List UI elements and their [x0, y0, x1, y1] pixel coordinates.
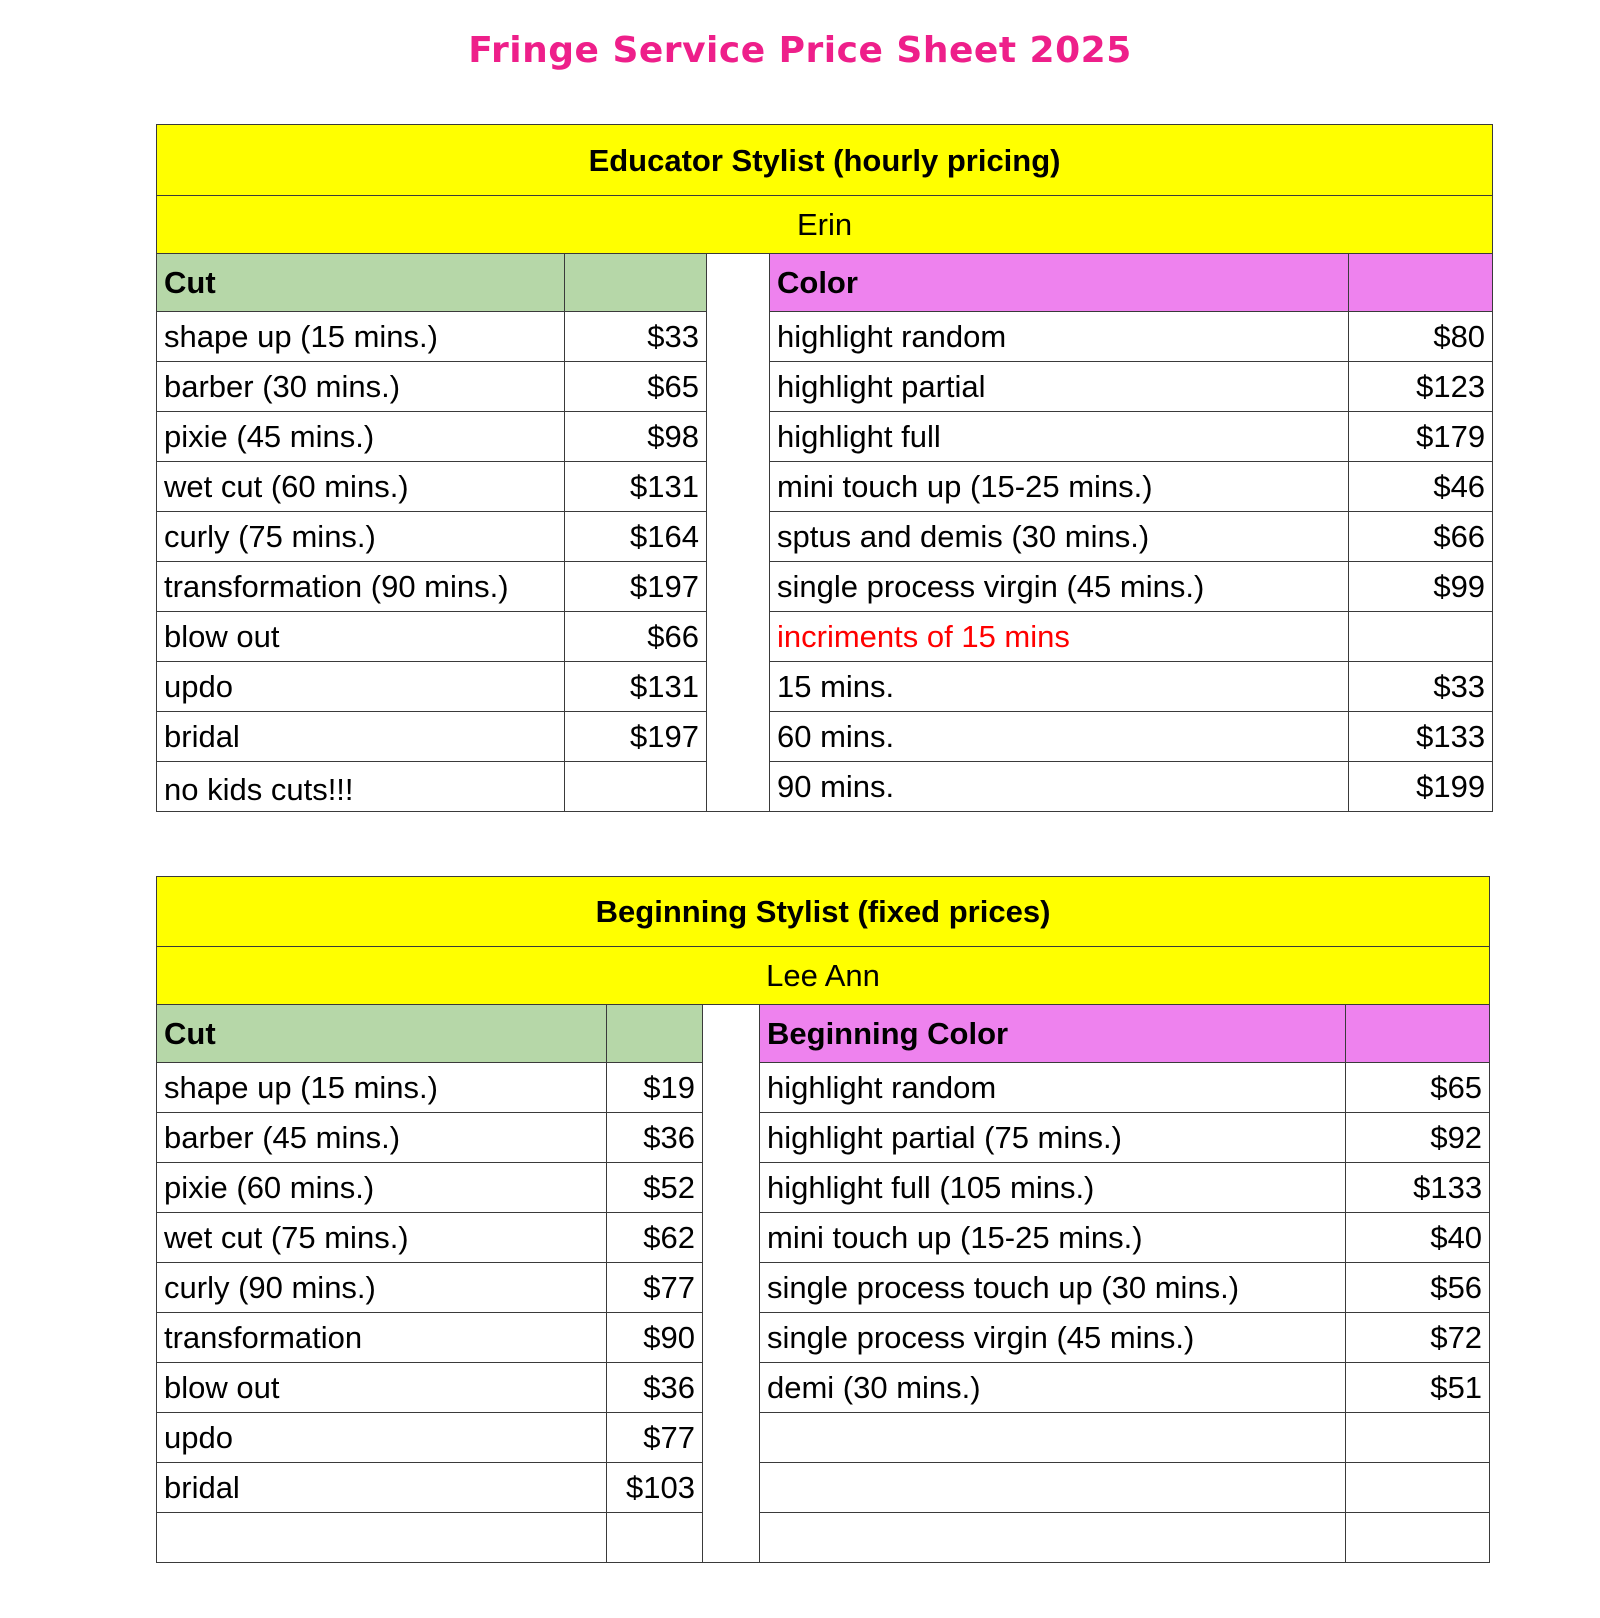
table-row	[157, 1063, 1490, 1113]
color-service-price: $65	[1346, 1063, 1490, 1113]
color-service-price: $46	[1349, 462, 1493, 512]
cut-service-price: $131	[565, 462, 707, 512]
cut-service-name: blow out	[157, 612, 565, 662]
color-service-price: $179	[1349, 412, 1493, 462]
cut-service-price: $197	[565, 562, 707, 612]
cut-service-price: $103	[607, 1463, 703, 1513]
color-service-price	[1346, 1463, 1490, 1513]
beginner-cut-price-header	[607, 1005, 703, 1063]
column-gap	[707, 312, 770, 362]
cut-service-price	[565, 762, 707, 812]
color-service-name: 60 mins.	[770, 712, 1349, 762]
table-row	[157, 1463, 1490, 1513]
column-gap	[703, 1063, 760, 1113]
cut-service-price: $77	[607, 1263, 703, 1313]
column-gap	[707, 712, 770, 762]
table-row	[157, 312, 1493, 362]
color-service-name	[760, 1413, 1346, 1463]
color-service-price: $51	[1346, 1363, 1490, 1413]
color-service-name: single process touch up (30 mins.)	[760, 1263, 1346, 1313]
color-service-name: mini touch up (15-25 mins.)	[770, 462, 1349, 512]
color-service-price: $40	[1346, 1213, 1490, 1263]
column-gap	[707, 612, 770, 662]
color-service-name: highlight random	[760, 1063, 1346, 1113]
educator-rows	[157, 312, 1493, 812]
cut-service-price: $66	[565, 612, 707, 662]
column-gap	[707, 662, 770, 712]
color-service-price: $33	[1349, 662, 1493, 712]
beginner-color-price-header	[1346, 1005, 1490, 1063]
color-service-name: mini touch up (15-25 mins.)	[760, 1213, 1346, 1263]
color-service-price: $99	[1349, 562, 1493, 612]
table-row	[157, 512, 1493, 562]
color-service-price: $133	[1346, 1163, 1490, 1213]
cut-service-price: $90	[607, 1313, 703, 1363]
cut-service-name: curly (75 mins.)	[157, 512, 565, 562]
color-service-name: sptus and demis (30 mins.)	[770, 512, 1349, 562]
color-service-name	[760, 1463, 1346, 1513]
cut-service-name: pixie (45 mins.)	[157, 412, 565, 462]
column-gap	[707, 362, 770, 412]
color-service-name: 90 mins.	[770, 762, 1349, 812]
beginner-cut-header: Cut	[157, 1005, 607, 1063]
color-service-price	[1346, 1413, 1490, 1463]
cut-service-price: $98	[565, 412, 707, 462]
cut-service-name: transformation	[157, 1313, 607, 1363]
cut-service-price: $77	[607, 1413, 703, 1463]
educator-color-header: Color	[770, 254, 1349, 312]
color-service-name	[760, 1513, 1346, 1563]
cut-service-name: shape up (15 mins.)	[157, 312, 565, 362]
column-gap	[703, 1113, 760, 1163]
table-row	[157, 1313, 1490, 1363]
table-row	[157, 362, 1493, 412]
color-service-price: $66	[1349, 512, 1493, 562]
color-service-price: $80	[1349, 312, 1493, 362]
color-service-name: highlight random	[770, 312, 1349, 362]
table-row	[157, 1213, 1490, 1263]
table-row	[157, 562, 1493, 612]
educator-color-price-header	[1349, 254, 1493, 312]
cut-service-price: $36	[607, 1113, 703, 1163]
column-gap	[703, 1363, 760, 1413]
table-row	[157, 412, 1493, 462]
color-service-name: highlight partial (75 mins.)	[760, 1113, 1346, 1163]
column-gap	[707, 412, 770, 462]
color-service-price: $123	[1349, 362, 1493, 412]
color-service-name: single process virgin (45 mins.)	[760, 1313, 1346, 1363]
color-service-price: $72	[1346, 1313, 1490, 1363]
cut-service-price: $197	[565, 712, 707, 762]
column-gap	[707, 512, 770, 562]
cut-service-price: $164	[565, 512, 707, 562]
color-service-name: incriments of 15 mins	[770, 612, 1349, 662]
table-row	[157, 1363, 1490, 1413]
cut-service-name: bridal	[157, 1463, 607, 1513]
cut-service-name: updo	[157, 1413, 607, 1463]
color-service-name: single process virgin (45 mins.)	[770, 562, 1349, 612]
color-service-price	[1349, 612, 1493, 662]
color-service-price: $56	[1346, 1263, 1490, 1313]
color-service-name: highlight full	[770, 412, 1349, 462]
educator-cut-header: Cut	[157, 254, 565, 312]
beginner-price-table	[156, 876, 1490, 1563]
educator-price-table	[156, 124, 1493, 812]
cut-service-name	[157, 1513, 607, 1563]
cut-service-name: pixie (60 mins.)	[157, 1163, 607, 1213]
table-row	[157, 612, 1493, 662]
cut-service-price: $52	[607, 1163, 703, 1213]
column-gap	[703, 1005, 760, 1063]
column-gap	[703, 1463, 760, 1513]
color-service-price: $199	[1349, 762, 1493, 812]
column-gap	[703, 1263, 760, 1313]
table-row	[157, 1163, 1490, 1213]
cut-service-name: barber (45 mins.)	[157, 1113, 607, 1163]
table-row	[157, 1413, 1490, 1463]
beginner-stylist-name: Lee Ann	[157, 947, 1490, 1005]
cut-service-name: wet cut (60 mins.)	[157, 462, 565, 512]
cut-service-price	[607, 1513, 703, 1563]
cut-service-price: $131	[565, 662, 707, 712]
column-gap	[703, 1163, 760, 1213]
table-row	[157, 662, 1493, 712]
table-row	[157, 1263, 1490, 1313]
column-gap	[703, 1313, 760, 1363]
educator-cut-price-header	[565, 254, 707, 312]
column-gap	[707, 562, 770, 612]
educator-title: Educator Stylist (hourly pricing)	[157, 125, 1493, 196]
cut-service-name: updo	[157, 662, 565, 712]
cut-service-price: $36	[607, 1363, 703, 1413]
cut-service-price: $65	[565, 362, 707, 412]
table-row	[157, 1113, 1490, 1163]
cut-service-price: $19	[607, 1063, 703, 1113]
beginner-rows	[157, 1063, 1490, 1563]
column-gap	[703, 1513, 760, 1563]
cut-service-name: curly (90 mins.)	[157, 1263, 607, 1313]
color-service-name: highlight partial	[770, 362, 1349, 412]
cut-service-name: shape up (15 mins.)	[157, 1063, 607, 1113]
beginner-color-header: Beginning Color	[760, 1005, 1346, 1063]
cut-service-name: bridal	[157, 712, 565, 762]
column-gap	[703, 1213, 760, 1263]
color-service-name: demi (30 mins.)	[760, 1363, 1346, 1413]
table-row	[157, 1513, 1490, 1563]
table-row	[157, 712, 1493, 762]
page-title: Fringe Service Price Sheet 2025	[468, 30, 1132, 71]
color-service-name: highlight full (105 mins.)	[760, 1163, 1346, 1213]
color-service-price: $92	[1346, 1113, 1490, 1163]
cut-service-name: wet cut (75 mins.)	[157, 1213, 607, 1263]
cut-service-name: barber (30 mins.)	[157, 362, 565, 412]
column-gap	[703, 1413, 760, 1463]
color-service-price: $133	[1349, 712, 1493, 762]
cut-service-price: $33	[565, 312, 707, 362]
educator-stylist-name: Erin	[157, 196, 1493, 254]
column-gap	[707, 762, 770, 812]
cut-service-name: no kids cuts!!!	[157, 762, 565, 812]
beginner-title: Beginning Stylist (fixed prices)	[157, 877, 1490, 947]
color-service-name: 15 mins.	[770, 662, 1349, 712]
column-gap	[707, 254, 770, 312]
cut-service-name: transformation (90 mins.)	[157, 562, 565, 612]
cut-service-price: $62	[607, 1213, 703, 1263]
table-row	[157, 762, 1493, 812]
table-row	[157, 462, 1493, 512]
cut-service-name: blow out	[157, 1363, 607, 1413]
color-service-price	[1346, 1513, 1490, 1563]
column-gap	[707, 462, 770, 512]
